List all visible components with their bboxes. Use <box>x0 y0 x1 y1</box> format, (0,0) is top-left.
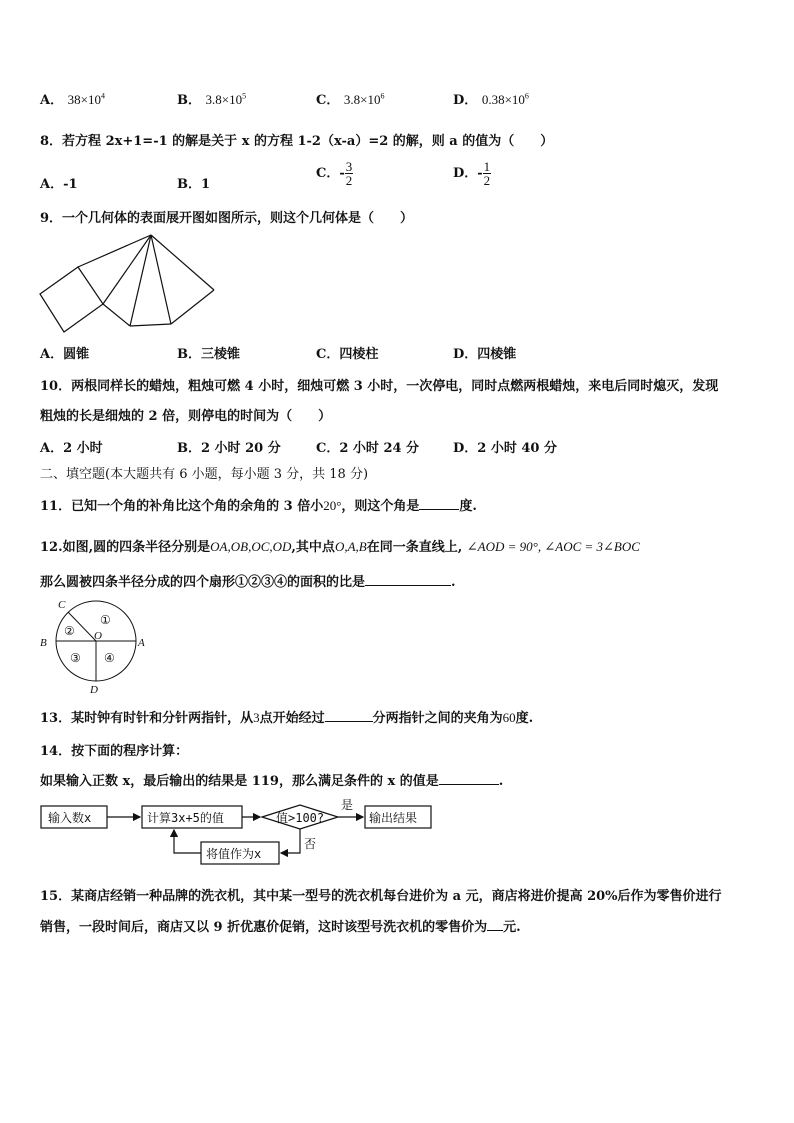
q12-sector-2: ② <box>64 624 75 638</box>
q10-stem-line2: 粗烛的长是细烛的 2 倍，则停电的时间为（ ） <box>40 409 332 424</box>
q12-text-mid2: 在同一条直线上, <box>366 540 463 555</box>
q12-text-line2: 那么圆被四条半径分成的四个扇形①②③④的面积的比是 <box>40 575 366 590</box>
q7-a-exp: 4 <box>100 91 105 101</box>
q7-option-b <box>177 89 246 108</box>
q11-text-tail: 度. <box>459 499 477 514</box>
q10-stem-line1: 10．两根同样长的蜡烛，粗烛可燃 4 小时，细烛可燃 3 小时，一次停电，同时点燃两根蜡烛，来电后同时熄灭，发现 <box>40 379 719 394</box>
q13-three: 3 <box>253 710 260 725</box>
q15-answer-blank[interactable] <box>487 918 503 931</box>
q13-sixty: 60 <box>502 710 516 725</box>
q8-c-denominator: 2 <box>345 173 353 188</box>
section-fill-in-heading: 二、填空题(本大题共有 6 小题，每小题 3 分，共 18 分) <box>40 467 369 482</box>
flow-arrow-loop <box>174 830 201 853</box>
q12-condition: ∠AOD = 90°, ∠AOC = 3∠BOC <box>466 539 640 554</box>
q11-text-post: ，则这个角是 <box>341 499 420 514</box>
q11-text-pre: 11．已知一个角的补角比这个角的余角的 3 倍小 <box>40 499 324 514</box>
q8-stem: 8．若方程 2x+1=-1 的解是关于 x 的方程 1-2（x-a）=2 的解，则 a 的值为（ ） <box>40 134 554 149</box>
q11-angle: 20° <box>323 498 342 513</box>
q9-net-edge-3 <box>130 235 151 326</box>
q9-option-c: C．四棱柱 <box>316 347 379 362</box>
q8-c-label: C．- <box>316 166 345 181</box>
q9-option-d: D．四棱锥 <box>453 347 517 362</box>
q12-circle-figure <box>38 596 148 696</box>
q12-radii: OA,OB,OC,OD <box>210 539 292 554</box>
q13-text-tail: 度. <box>515 711 534 726</box>
q13-stem <box>40 707 533 726</box>
q9-option-a: A．圆锥 <box>40 347 90 362</box>
q14-flowchart <box>38 796 438 868</box>
q11-answer-blank[interactable] <box>419 497 459 510</box>
q7-c-value <box>344 92 385 107</box>
q7-a-base: 38×10 <box>67 92 101 107</box>
q8-option-c <box>316 160 353 187</box>
q15-text: 销售，一段时间后，商店又以 9 折优惠价促销，这时该型号洗衣机的零售价为 <box>40 920 488 935</box>
q9-stem: 9．一个几何体的表面展开图如图所示，则这个几何体是（ ） <box>40 211 414 226</box>
q10-option-b: B．2 小时 20 分 <box>177 441 281 456</box>
q12-label-o: O <box>94 630 102 642</box>
flow-set-label: 将值作为x <box>206 847 262 861</box>
q12-stem-line2 <box>40 571 456 590</box>
q12-text-pre: 12.如图,圆的四条半径分别是 <box>40 540 211 555</box>
q7-a-label: A． <box>40 93 64 108</box>
q7-c-base: 3.8×10 <box>343 92 381 107</box>
q15-text-tail: 元. <box>503 920 521 935</box>
flow-decision-label: 值>100? <box>276 811 325 825</box>
q14-stem <box>40 770 503 789</box>
q7-d-exp: 6 <box>524 91 529 101</box>
q15-stem-line2 <box>40 916 521 935</box>
q8-d-denominator: 2 <box>483 173 491 188</box>
q8-option-d <box>453 160 491 187</box>
q8-d-numerator: 1 <box>483 159 491 174</box>
q7-b-base: 3.8×10 <box>205 92 243 107</box>
q9-net-figure <box>36 232 218 334</box>
flow-yes-label: 是 <box>341 798 354 812</box>
flow-output-label: 输出结果 <box>369 811 418 825</box>
q9-option-b: B．三棱锥 <box>177 347 240 362</box>
q8-c-fraction <box>345 160 354 187</box>
q12-text-mid: ,其中点 <box>291 540 335 555</box>
q14-answer-blank[interactable] <box>439 772 499 785</box>
q7-b-value <box>206 92 247 107</box>
q8-option-b: B．1 <box>177 177 211 192</box>
q9-net-edge-5 <box>151 235 171 324</box>
q9-net-edge-2 <box>103 304 130 326</box>
q7-c-label: C． <box>316 93 340 108</box>
q12-points: O,A,B <box>334 539 367 554</box>
q13-text-pre: 13．某时钟有时针和分针两指针，从 <box>40 711 254 726</box>
q8-d-label: D．- <box>453 166 483 181</box>
q9-net-edge-7 <box>151 235 214 290</box>
q13-answer-blank[interactable] <box>325 709 373 722</box>
q10-option-a: A．2 小时 <box>40 441 103 456</box>
flow-arrow-no <box>281 829 300 853</box>
q12-label-d: D <box>90 684 98 696</box>
q7-d-base: 0.38×10 <box>481 92 525 107</box>
q9-net-edge-4 <box>130 324 171 326</box>
q10-option-c: C．2 小时 24 分 <box>316 441 420 456</box>
q9-net-edge-6 <box>171 290 214 324</box>
flow-compute-label: 计算3x+5的值 <box>147 811 224 825</box>
q8-c-numerator: 3 <box>345 159 353 174</box>
flow-input-label: 输入数x <box>48 811 92 825</box>
q7-option-d <box>453 89 529 108</box>
q12-sector-3: ③ <box>70 651 81 665</box>
q12-label-c: C <box>58 599 66 611</box>
q7-c-exp: 6 <box>380 91 385 101</box>
q7-b-exp: 5 <box>242 91 247 101</box>
q8-option-a: A．-1 <box>40 177 78 192</box>
q7-d-label: D． <box>453 93 478 108</box>
q12-sector-1: ① <box>100 613 111 627</box>
q13-text-post: 分两指针之间的夹角为 <box>372 711 503 726</box>
q14-text-tail: . <box>498 774 504 789</box>
q12-stem-line1 <box>40 536 640 555</box>
q13-text-mid: 点开始经过 <box>259 711 325 726</box>
q14-text: 如果输入正数 x，最后输出的结果是 119，那么满足条件的 x 的值是 <box>40 774 439 789</box>
q12-sector-4: ④ <box>104 651 115 665</box>
q12-answer-blank[interactable] <box>365 573 451 586</box>
q9-net-left-square <box>40 267 103 332</box>
q7-option-a <box>40 89 105 108</box>
q7-b-label: B． <box>177 93 201 108</box>
q15-stem-line1: 15．某商店经销一种品牌的洗衣机，其中某一型号的洗衣机每台进价为 a 元，商店将进价提高 20%后作为零售价进行 <box>40 889 722 904</box>
q14-title: 14．按下面的程序计算： <box>40 744 189 759</box>
q10-option-d: D．2 小时 40 分 <box>453 441 557 456</box>
q8-d-fraction <box>483 160 492 187</box>
q7-d-value <box>482 92 529 107</box>
q7-a-value <box>68 92 105 107</box>
q7-option-c <box>316 89 384 108</box>
q12-text-tail: . <box>451 575 456 590</box>
q11-stem <box>40 495 477 514</box>
q12-label-a: A <box>138 637 145 649</box>
q12-label-b: B <box>40 637 47 649</box>
flow-no-label: 否 <box>304 837 317 851</box>
